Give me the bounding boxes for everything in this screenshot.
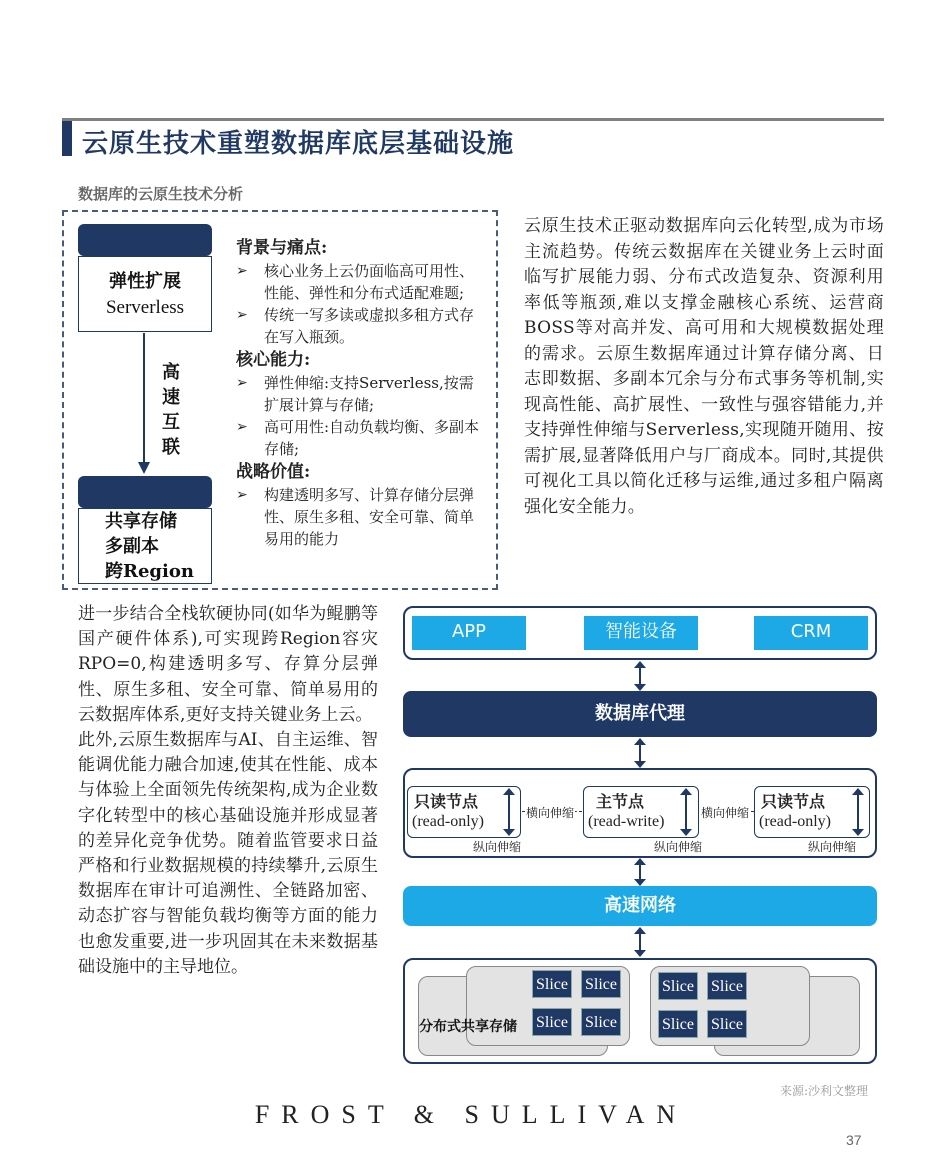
core-heading: 核心能力: xyxy=(236,350,311,370)
vertical-scale-label: 纵向伸缩 xyxy=(654,840,703,854)
paragraph: 此外,云原生数据库与AI、自主运维、智能调优能力融合加速,使其在性能、成本与体验上全面领先传统架构,成为企业数字化转型中的核心基础设施并形成显著的差异化竞争优势。随着监管要求日益严格和行业数据规模的持续攀升,云原生数据库在审计可追溯性、全链路加密、动态扩容与智能负载均衡等方面的能力也愈发重要,进一步巩固其在未来数据基础设施中的主导地位。 xyxy=(78,730,378,977)
card-shared-storage xyxy=(78,508,212,584)
core-item: ➢ 高可用性:自动负载均衡、多副本存储; xyxy=(236,416,484,460)
core-item: ➢ 弹性伸缩:支持Serverless,按需扩展计算与存储; xyxy=(236,372,484,416)
right-paragraph: 云原生技术正驱动数据库向云化转型,成为市场主流趋势。传统云数据库在关键业务上云时面临写扩展能力弱、分布式改造复杂、资源利用率低等瓶颈,难以支撑金融核心系统、运营商BOSS等对高并发、高可用和大规模数据处理的需求。云原生数据库通过计算存储分离、日志即数据、多副本冗余与分布式事务等机制,实现高性能、高扩展性、一致性与强容错能力,并支持弹性伸缩与Serverless,实现随开随用、按需扩展,显著降低用户与厂商成本。同时,其提供可视化工具以简化迁移与运维,通过多租户隔离强化安全能力。 xyxy=(524,216,884,517)
double-arrow-icon xyxy=(634,661,646,691)
connector-label: 高 速 互 联 xyxy=(162,362,180,458)
slice-block: Slice xyxy=(532,1008,572,1036)
card-top-title: 弹性扩展 xyxy=(109,271,181,292)
storage-label: 分布式共享存储 xyxy=(419,1019,517,1035)
double-arrow-icon xyxy=(634,927,646,957)
node-title: 只读节点 xyxy=(761,792,826,811)
card-bottom-line1: 共享存储 xyxy=(105,511,177,532)
node-mode: (read-only) xyxy=(412,813,484,830)
high-speed-network: 高速网络 xyxy=(403,886,877,926)
brand-logo: FROST & SULLIVAN xyxy=(254,1100,688,1129)
double-arrow-icon xyxy=(634,858,646,886)
vertical-scale-arrow-icon xyxy=(680,788,692,836)
horizontal-scale-label: 横向伸缩 xyxy=(526,806,575,820)
paragraph: 进一步结合全栈软硬协同(如华为鲲鹏等国产硬件体系),可实现跨Region容灾RPO=0,构建透明多写、存算分层弹性、原生多租、安全可靠、简单易用的云数据库体系,更好支持关键业务上云。 xyxy=(78,604,378,725)
page-number: 37 xyxy=(846,1132,862,1148)
db-proxy: 数据库代理 xyxy=(403,691,877,737)
card-bottom-cap xyxy=(78,476,212,508)
client-app: APP xyxy=(412,616,526,650)
figure-subtitle: 数据库的云原生技术分析 xyxy=(78,185,244,203)
slice-block: Slice xyxy=(707,972,747,1000)
card-bottom-line2: 多副本 xyxy=(105,536,159,557)
double-arrow-icon xyxy=(634,738,646,768)
node-title: 只读节点 xyxy=(414,792,479,811)
slice-block: Slice xyxy=(581,1008,621,1036)
horizontal-scale-label: 横向伸缩 xyxy=(701,806,750,820)
slice-block: Slice xyxy=(581,970,621,998)
strategy-item: ➢ 构建透明多写、计算存储分层弹性、原生多租、安全可靠、简单易用的能力 xyxy=(236,484,484,550)
node-title: 主节点 xyxy=(596,792,645,811)
client-crm: CRM xyxy=(754,616,868,650)
vertical-scale-arrow-icon xyxy=(852,788,864,836)
header-rule xyxy=(62,118,884,121)
connector-line xyxy=(143,333,145,463)
slice-block: Slice xyxy=(658,972,698,1000)
connector-arrow-icon xyxy=(138,462,150,474)
bg-heading: 背景与痛点: xyxy=(236,238,328,258)
card-bottom-line3: 跨Region xyxy=(105,561,194,582)
bg-item: ➢ 核心业务上云仍面临高可用性、性能、弹性和分布式适配难题; xyxy=(236,260,484,304)
bullet-column xyxy=(236,236,484,550)
left-text xyxy=(78,602,378,980)
client-smart-device: 智能设备 xyxy=(584,616,698,650)
vertical-scale-label: 纵向伸缩 xyxy=(473,840,522,854)
node-mode: (read-only) xyxy=(759,813,831,830)
card-elastic-scaling xyxy=(78,256,212,332)
card-top-cap xyxy=(78,224,212,256)
vertical-scale-label: 纵向伸缩 xyxy=(808,840,857,854)
source-note: 来源:沙利文整理 xyxy=(780,1084,869,1098)
title-accent-bar xyxy=(62,121,72,156)
page-title: 云原生技术重塑数据库底层基础设施 xyxy=(82,129,515,159)
slice-block: Slice xyxy=(707,1010,747,1038)
slice-block: Slice xyxy=(658,1010,698,1038)
node-mode: (read-write) xyxy=(588,813,665,830)
slice-block: Slice xyxy=(532,970,572,998)
strategy-heading: 战略价值: xyxy=(236,462,311,482)
vertical-scale-arrow-icon xyxy=(503,788,515,836)
bg-item: ➢ 传统一写多读或虚拟多租方式存在写入瓶颈。 xyxy=(236,304,484,348)
card-top-subtitle: Serverless xyxy=(105,297,185,318)
